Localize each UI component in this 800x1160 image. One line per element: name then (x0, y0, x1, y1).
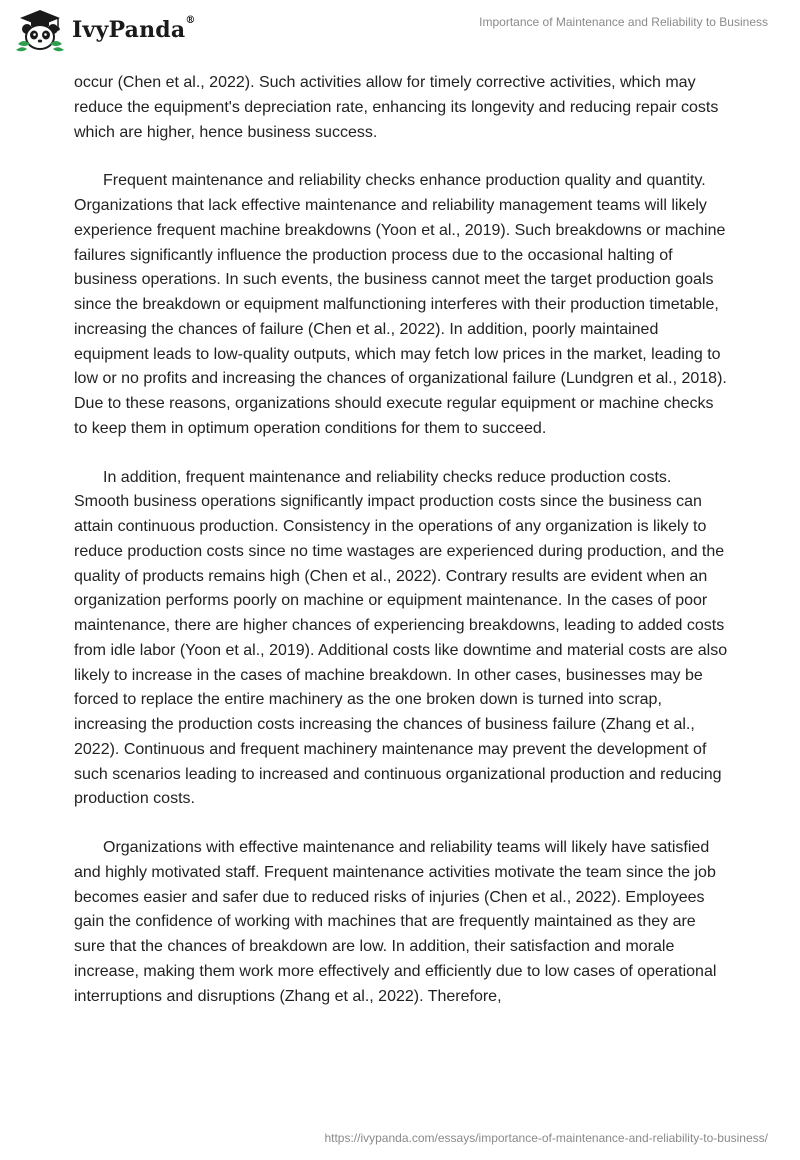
document-title: Importance of Maintenance and Reliability to Business (479, 15, 768, 29)
paragraph: Frequent maintenance and reliability checks enhance production quality and quantity. Organizations that lack effective maintenance and reliability management teams will likely experience frequent machine breakdowns (Yoon et al., 2019). Such breakdowns or machine failures significantly influence the production process due to the occasional halting of business operations. In such events, the business cannot meet the target production goals since the breakdown or equipment malfunctioning interferes with their production timetable, increasing the chances of failure (Chen et al., 2022). In addition, poorly maintained equipment leads to low-quality outputs, which may fetch low prices in the market, leading to low or no profits and increasing the chances of organizational failure (Lundgren et al., 2018). Due to these reasons, organizations should execute regular equipment or machine checks to keep them in optimum operation conditions for them to succeed. (74, 172, 727, 437)
paragraph: Organizations with effective maintenance and reliability teams will likely have satisfied and highly motivated staff. Frequent maintenance activities motivate the team since the job becomes easier and safer due to reduced risks of injuries (Chen et al., 2022). Employees gain the confidence of working with machines that are frequently maintained as they are sure that the chances of breakdown are low. In addition, their satisfaction and morale increase, making them work more effectively and efficiently due to low cases of operational interruptions and disruptions (Zhang et al., 2022). Therefore, (74, 839, 717, 1005)
page-header (0, 0, 800, 64)
source-url[interactable]: https://ivypanda.com/essays/importance-of-maintenance-and-reliability-to-business/ (324, 1131, 768, 1145)
paragraph-continuation: occur (Chen et al., 2022). Such activities allow for timely corrective activities, which may reduce the equipment's depreciation rate, enhancing its longevity and reducing repair costs which are higher, hence business success. (74, 74, 719, 141)
ivypanda-logo[interactable] (14, 8, 196, 52)
paragraph: In addition, frequent maintenance and reliability checks reduce production costs. Smooth business operations significantly impact production costs since the business can attain continuous production. Consistency in the operations of any organization is likely to reduce production costs since no time wastages are experienced during production, and the quality of products remains high (Chen et al., 2022). Contrary results are evident when an organization performs poorly on machine or equipment maintenance. In the cases of poor maintenance, there are higher chances of experiencing breakdowns, leading to added costs from idle labor (Yoon et al., 2019). Additional costs like downtime and material costs are also likely to increase in the cases of machine breakdown. In other cases, businesses may be forced to replace the entire machinery as the one broken down is turned into scrap, increasing the production costs increasing the chances of business failure (Zhang et al., 2022). Continuous and frequent machinery maintenance may prevent the development of such scenarios leading to increased and continuous organizational production and reducing production costs. (74, 468, 728, 808)
essay-body (74, 71, 728, 1033)
registered-mark: ® (185, 15, 196, 26)
brand-name: IvyPanda® (72, 15, 196, 43)
panda-graduate-icon (14, 8, 66, 52)
